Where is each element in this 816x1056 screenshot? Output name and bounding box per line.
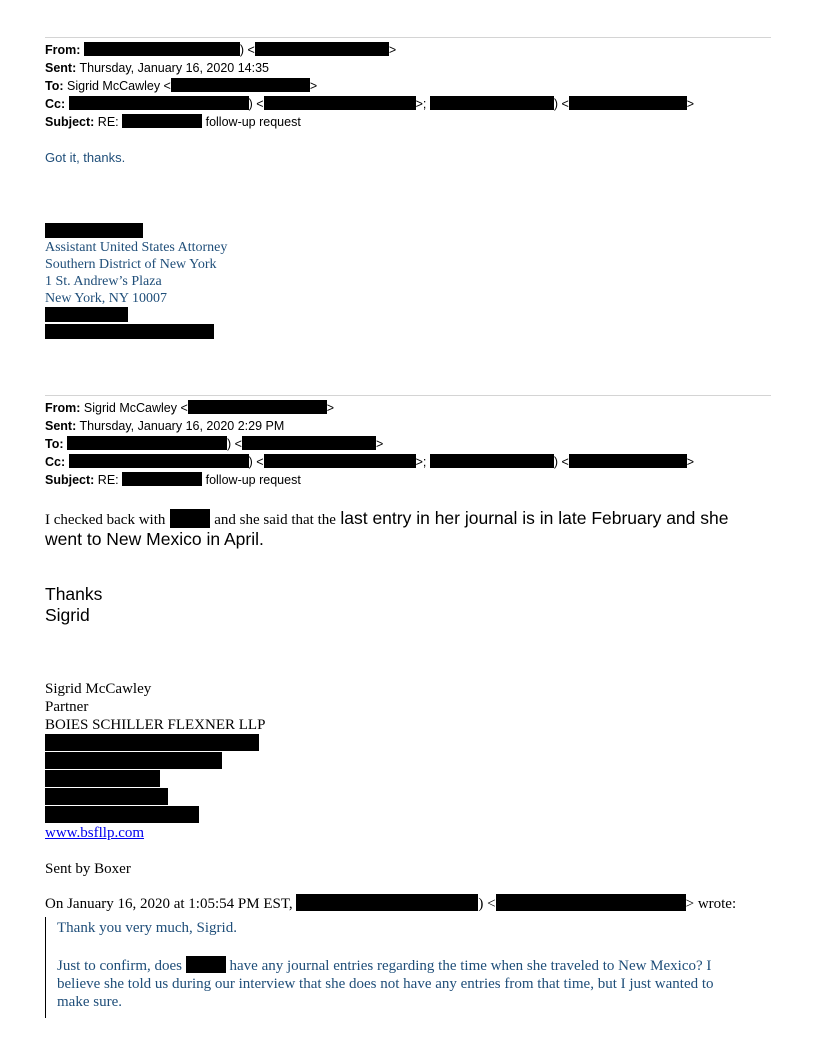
redacted-block	[45, 324, 214, 339]
email1-cc-line: Cc: ) < >; ) < >	[45, 97, 695, 111]
cc-label: Cc:	[45, 455, 66, 469]
to-label: To:	[45, 79, 64, 93]
email1-to-line: To: Sigrid McCawley < >	[45, 79, 318, 93]
redacted-block	[569, 96, 687, 110]
redacted-block	[496, 894, 686, 911]
subject-label: Subject:	[45, 115, 95, 129]
header-divider	[45, 395, 771, 396]
redacted-block	[122, 472, 202, 486]
redacted-block	[186, 956, 226, 973]
redacted-block	[45, 734, 259, 751]
signature-firm: BOIES SCHILLER FLEXNER LLP	[45, 717, 266, 733]
header-divider-top	[45, 37, 771, 38]
subject-prefix: RE:	[97, 473, 119, 487]
subject-label: Subject:	[45, 473, 95, 487]
redacted-block	[430, 454, 554, 468]
sent-value: Thursday, January 16, 2020 2:29 PM	[79, 419, 285, 433]
body-text: and she said that the	[214, 512, 336, 528]
quoted-text: have any journal entries regarding the time when she traveled to New Mexico? I	[229, 958, 712, 974]
redacted-block	[171, 78, 310, 92]
email2-body-line2: went to New Mexico in April.	[45, 529, 264, 549]
signature-address: 1 St. Andrew’s Plaza	[45, 274, 162, 289]
quoted-intro-prefix: On January 16, 2020 at 1:05:54 PM EST,	[45, 896, 293, 912]
redacted-block	[430, 96, 554, 110]
redacted-block	[569, 454, 687, 468]
quoted-line1: Thank you very much, Sigrid.	[57, 920, 237, 936]
redacted-block	[188, 400, 327, 414]
quoted-p-line2: believe she told us during our interview that she does not have any entries from that time, but I just wanted to	[57, 976, 714, 992]
email2-sent-line	[45, 417, 284, 435]
sent-value: Thursday, January 16, 2020 14:35	[79, 61, 269, 75]
quote-bar	[45, 917, 46, 1018]
email1-from-line: From: ) < >	[45, 43, 397, 57]
redacted-block	[67, 436, 227, 450]
subject-suffix: follow-up request	[205, 115, 301, 129]
quoted-paragraph	[57, 956, 714, 1011]
redacted-block	[45, 752, 222, 769]
to-value: Sigrid McCawley <	[67, 79, 171, 93]
redacted-block	[242, 436, 376, 450]
email2-subject-line	[45, 471, 301, 489]
from-value: Sigrid McCawley <	[83, 401, 188, 415]
body-text: last entry in her journal is in late February and she	[340, 508, 729, 528]
sent-by-boxer: Sent by Boxer	[45, 861, 131, 877]
signature-office: Southern District of New York	[45, 257, 217, 272]
redacted-block	[264, 96, 416, 110]
quoted-p-line3: make sure.	[57, 994, 122, 1010]
redacted-block	[69, 96, 249, 110]
quoted-intro-suffix: wrote:	[697, 896, 737, 912]
quoted-intro: On January 16, 2020 at 1:05:54 PM EST, ) < > wrote:	[45, 896, 737, 912]
redacted-block	[45, 788, 168, 805]
redacted-block	[45, 307, 128, 322]
email2-from-line: From: Sigrid McCawley < >	[45, 401, 335, 415]
email2-sign-name: Sigrid	[45, 605, 90, 625]
sent-label: Sent:	[45, 61, 77, 75]
subject-suffix: follow-up request	[205, 473, 301, 487]
email2-to-line: To: ) < >	[45, 437, 384, 451]
email1-body: Got it, thanks.	[45, 150, 126, 165]
email1-subject-line	[45, 113, 301, 131]
redacted-block	[255, 42, 389, 56]
redacted-block	[122, 114, 202, 128]
from-label: From:	[45, 43, 81, 57]
redacted-block	[170, 509, 210, 528]
email2-thanks: Thanks	[45, 584, 103, 604]
signature-title: Partner	[45, 699, 89, 715]
cc-label: Cc:	[45, 97, 66, 111]
signature-city: New York, NY 10007	[45, 291, 167, 306]
body-text: I checked back with	[45, 512, 166, 528]
to-label: To:	[45, 437, 64, 451]
redacted-block	[45, 223, 143, 238]
email1-signature	[45, 239, 227, 307]
email1-sent-line	[45, 59, 269, 77]
website-link[interactable]: www.bsfllp.com	[45, 825, 145, 841]
from-label: From:	[45, 401, 81, 415]
email2-body-line1	[45, 508, 728, 531]
redacted-block	[69, 454, 249, 468]
sent-label: Sent:	[45, 419, 77, 433]
redacted-block	[84, 42, 240, 56]
email2-signature	[45, 680, 265, 734]
subject-prefix: RE:	[97, 115, 119, 129]
email2-cc-line: Cc: ) < >; ) < >	[45, 455, 695, 469]
redacted-block	[296, 894, 478, 911]
redacted-block	[264, 454, 416, 468]
quoted-text: Just to confirm, does	[57, 958, 182, 974]
quoted-p-line1	[57, 956, 714, 975]
signature-title: Assistant United States Attorney	[45, 240, 228, 255]
redacted-block	[45, 770, 160, 787]
redacted-block	[45, 806, 199, 823]
signature-name: Sigrid McCawley	[45, 681, 152, 697]
